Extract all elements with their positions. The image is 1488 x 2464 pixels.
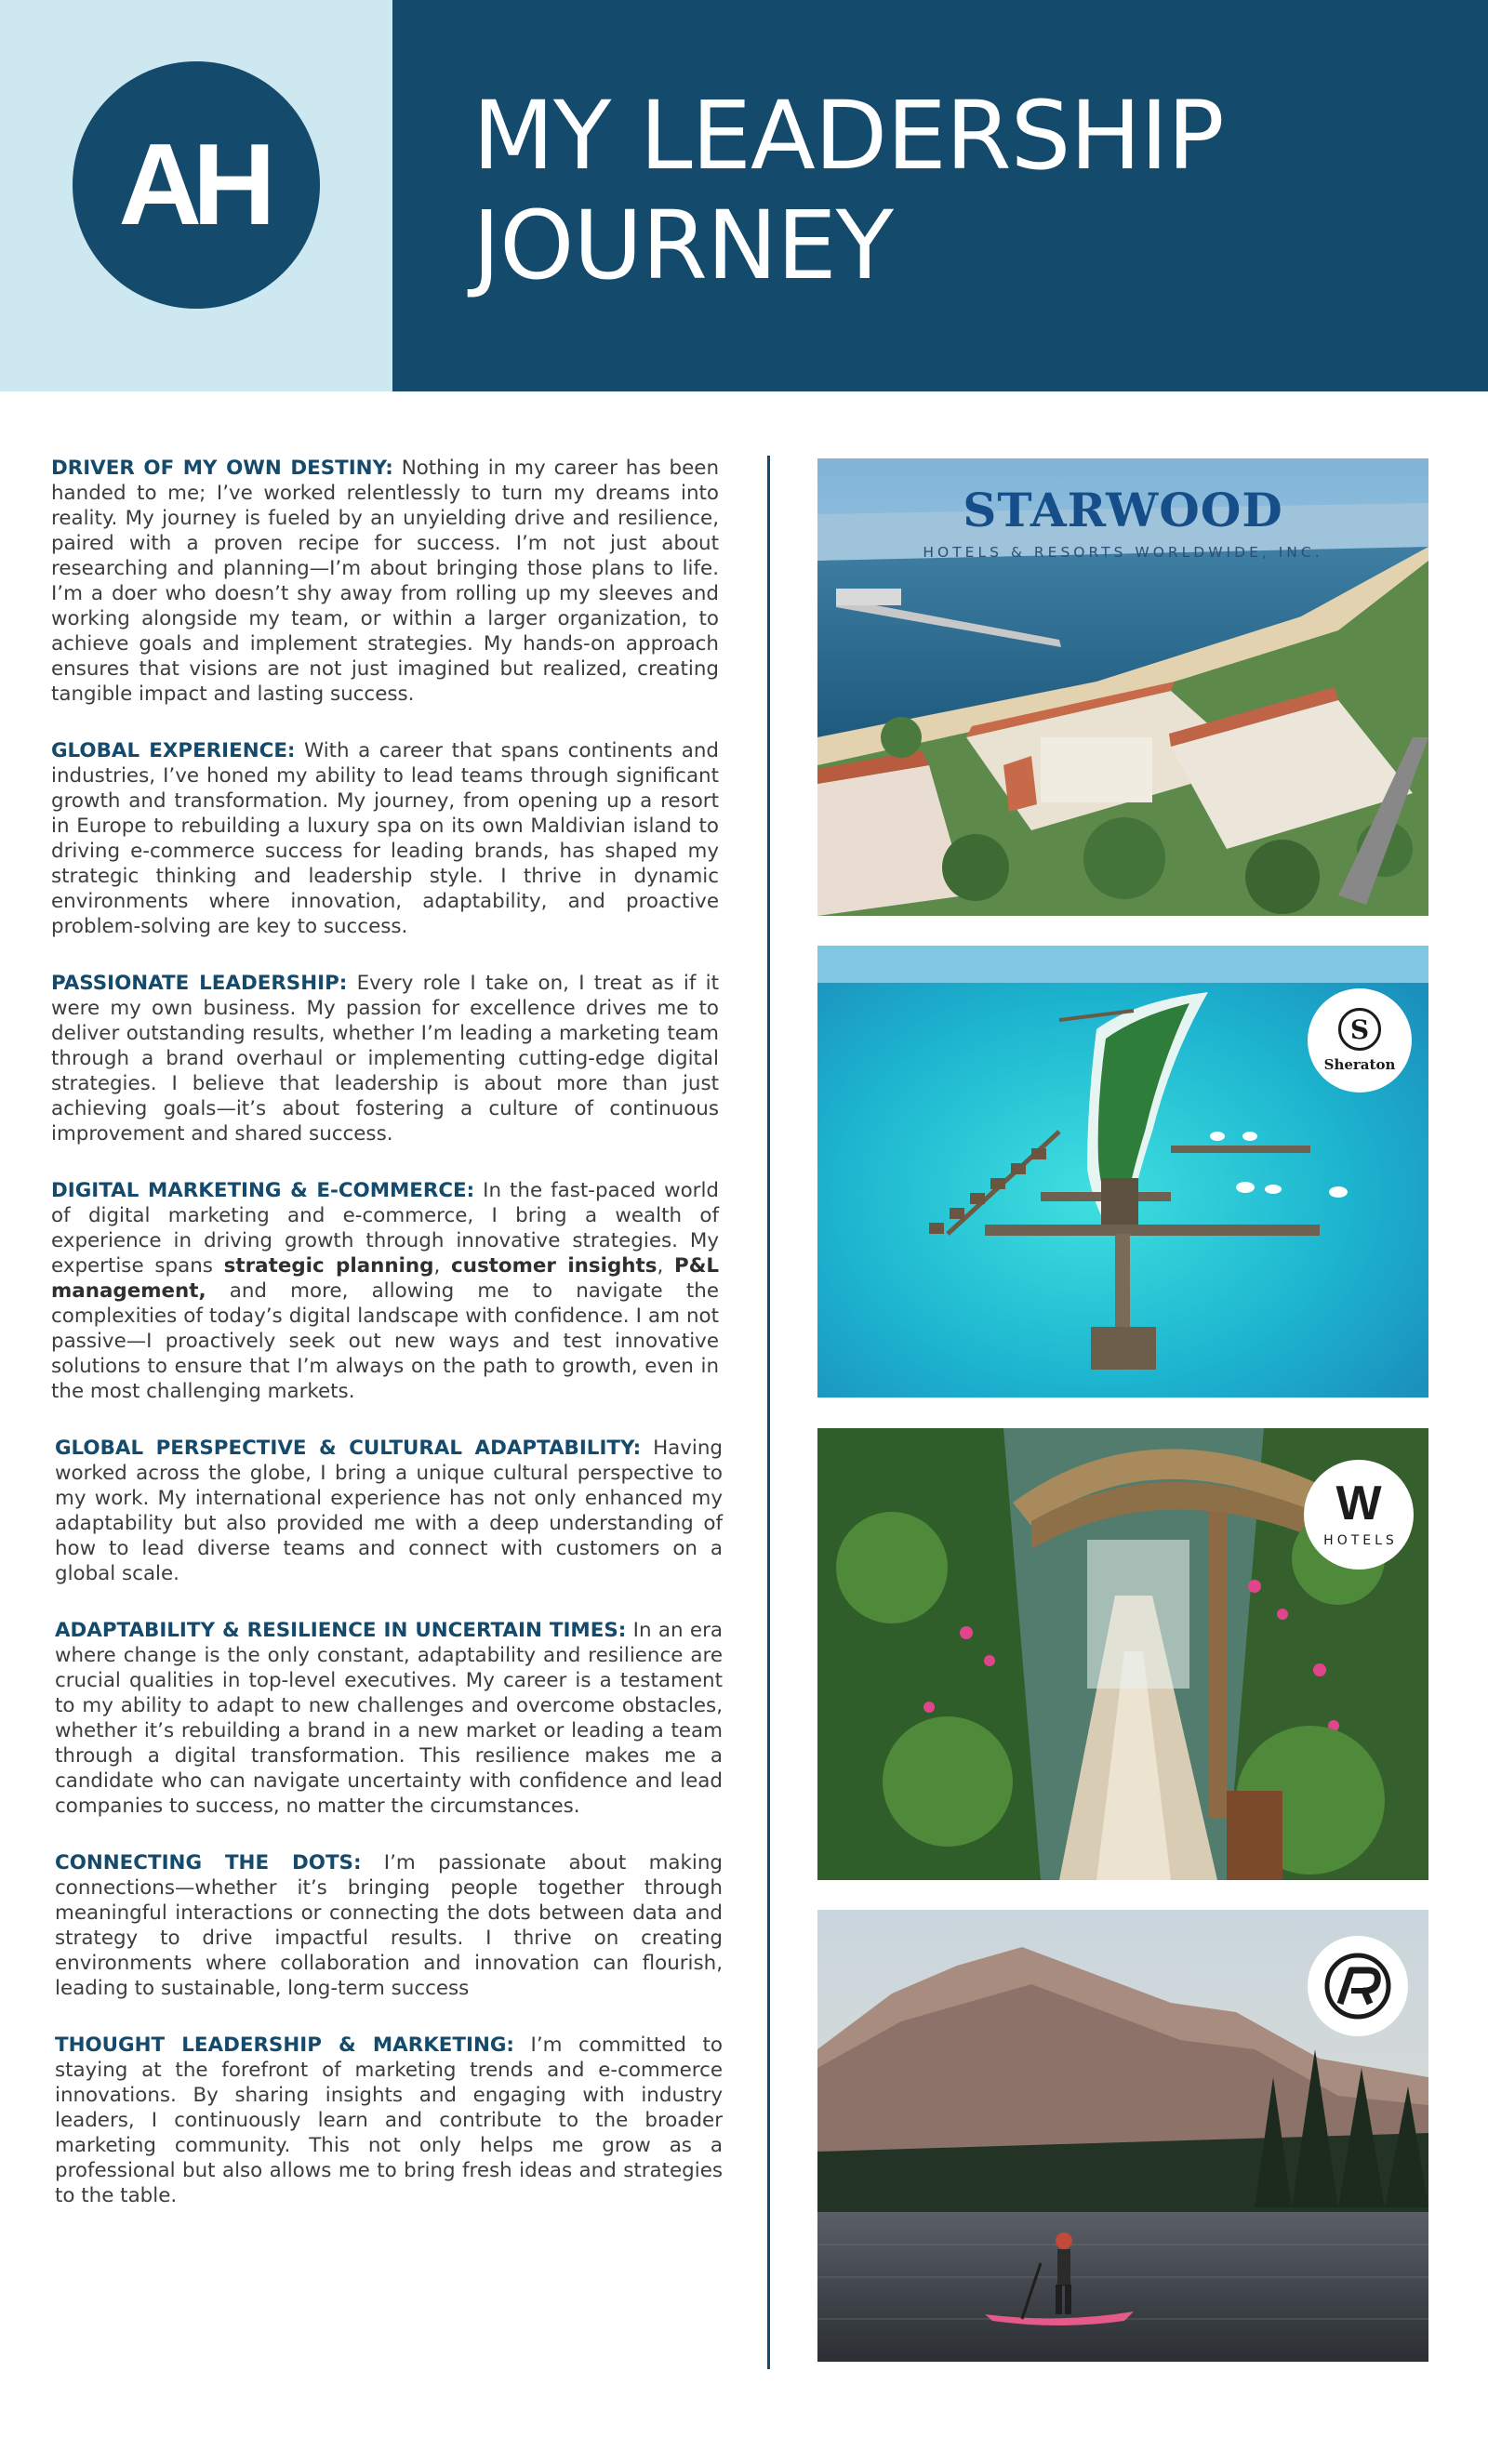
section-body: Nothing in my career has been handed to me; I’ve worked relentlessly to turn my dreams into reality. My journey is fueled by an unyielding drive and resilience, paired with a proven recipe for success. I’m not just about researching and planning—I’m about bringing those plans to life. I’m a doer who doesn’t shy away from rolling up my sleeves and working alongside my team, or within a larger organization, to achieve goals and implement strategies. My hands-on approach ensures that visions are not just imagined but realized, creating tangible impact and lasting success. <box>51 457 719 706</box>
section-heading: GLOBAL EXPERIENCE: <box>51 739 296 762</box>
section-body: Having worked across the globe, I bring a unique cultural perspective to my work. My international experience has not only enhanced my adaptability but also provided me with a deep understanding of how to lead diverse teams and connect with customers on a global scale. <box>55 1437 724 1585</box>
separator: , <box>433 1254 452 1278</box>
section-body: In an era where change is the only constant, adaptability and resilience are crucial qualities in top-level executives. My career is a testament to my ability to adapt to new challenges and overcome obstacles, whether it’s rebuilding a brand in a new market or leading a team through a digital transformation. This resilience makes me a candidate who can navigate uncertainty with confidence and lead companies to success, no matter the circumstances. <box>55 1619 723 1818</box>
section-body: With a career that spans continents and industries, I’ve honed my ability to lead teams through significant growth and transformation. My journey, from opening up a resort in Europe to rebuilding a luxury spa on its own Maldivian island to driving e-commerce success for leading brands, has shaped my strategic thinking and leadership style. I thrive in dynamic environments where innovation, adaptability, and proactive problem-solving are key to success. <box>51 739 720 938</box>
section-heading: PASSIONATE LEADERSHIP: <box>51 972 348 995</box>
section-global-perspective <box>51 1436 723 1586</box>
r-logo-icon <box>1323 1952 1392 2020</box>
bold-pl-management: P&L management, <box>51 1254 719 1303</box>
bold-strategic-planning: strategic planning <box>223 1254 434 1278</box>
section-driver-of-destiny <box>51 456 719 707</box>
w-letter: W <box>1335 1477 1382 1530</box>
separator: , <box>657 1254 675 1278</box>
vertical-divider <box>767 456 770 2369</box>
sheraton-logo-badge <box>1308 988 1412 1093</box>
section-body: I’m passionate about making connections—whether it’s bringing people together through meaningful interactions or connecting the dots between data and strategy to drive impactful results. I thrive on creating environments where collaboration and innovation can flourish, leading to sustainable, long-term success <box>55 1851 723 2000</box>
w-hotels-garden-photo <box>817 1428 1428 1880</box>
ah-logo <box>73 61 320 309</box>
sheraton-letter: S <box>1338 1008 1381 1051</box>
section-heading: GLOBAL PERSPECTIVE & CULTURAL ADAPTABILITY: <box>55 1437 642 1460</box>
section-body: In the fast-paced world of digital marketing and e-commerce, I bring a wealth of experience in driving growth through innovative strategies. My expertise spans <box>51 1179 719 1278</box>
section-adaptability <box>51 1618 723 1819</box>
text-column <box>51 456 724 2240</box>
section-passionate-leadership <box>51 971 719 1146</box>
section-connecting-dots <box>51 1850 723 2001</box>
section-body: Every role I take on, I treat as if it were my own business. My passion for excellence drives me to deliver outstanding results, whether I’m leading a marketing team through a brand overhaul or implementing cutting-edge digital strategies. I believe that leadership is about more than just achieving goals—it’s about fostering a culture of continuous improvement and shared success. <box>51 972 720 1146</box>
w-hotels-logo-badge <box>1304 1460 1414 1570</box>
recreation-logo-badge <box>1308 1936 1408 2036</box>
sheraton-maldives-photo <box>817 946 1428 1398</box>
w-hotels-brand: HOTELS <box>1323 1533 1398 1548</box>
starwood-tagline: HOTELS & RESORTS WORLDWIDE, INC. <box>923 544 1323 561</box>
section-thought-leadership <box>51 2033 723 2208</box>
starwood-brand: STARWOOD <box>963 483 1283 537</box>
section-heading: DIGITAL MARKETING & E-COMMERCE: <box>51 1179 475 1202</box>
section-global-experience <box>51 738 719 939</box>
section-heading: THOUGHT LEADERSHIP & MARKETING: <box>55 2033 514 2057</box>
section-body: I’m committed to staying at the forefront of marketing trends and e-commerce innovations. By sharing insights and engaging with industry leaders, I continuously learn and contribute to the broader marketing community. This not only helps me grow as a professional but also allows me to bring fresh ideas and strategies to the table. <box>55 2033 723 2207</box>
section-heading: CONNECTING THE DOTS: <box>55 1851 362 1874</box>
sheraton-brand: Sheraton <box>1323 1056 1396 1073</box>
section-digital-marketing <box>51 1178 719 1404</box>
bold-customer-insights: customer insights <box>451 1254 658 1278</box>
section-heading: ADAPTABILITY & RESILIENCE IN UNCERTAIN TIMES: <box>55 1619 627 1642</box>
logo-text: AH <box>118 121 267 249</box>
section-heading: DRIVER OF MY OWN DESTINY: <box>51 457 393 480</box>
mountain-lake-photo <box>817 1910 1428 2362</box>
header-left-panel <box>0 0 392 391</box>
title-line-2: JOURNEY <box>472 191 893 301</box>
page-title <box>472 82 1224 301</box>
starwood-resort-photo <box>817 458 1428 916</box>
title-line-1: MY LEADERSHIP <box>472 81 1224 192</box>
section-body: and more, allowing me to navigate the complexities of today’s digital landscape with confidence. I am not passive—I proactively seek out new ways and test innovative solutions to ensure that I’m always on the path to growth, even in the most challenging markets. <box>51 1279 719 1403</box>
